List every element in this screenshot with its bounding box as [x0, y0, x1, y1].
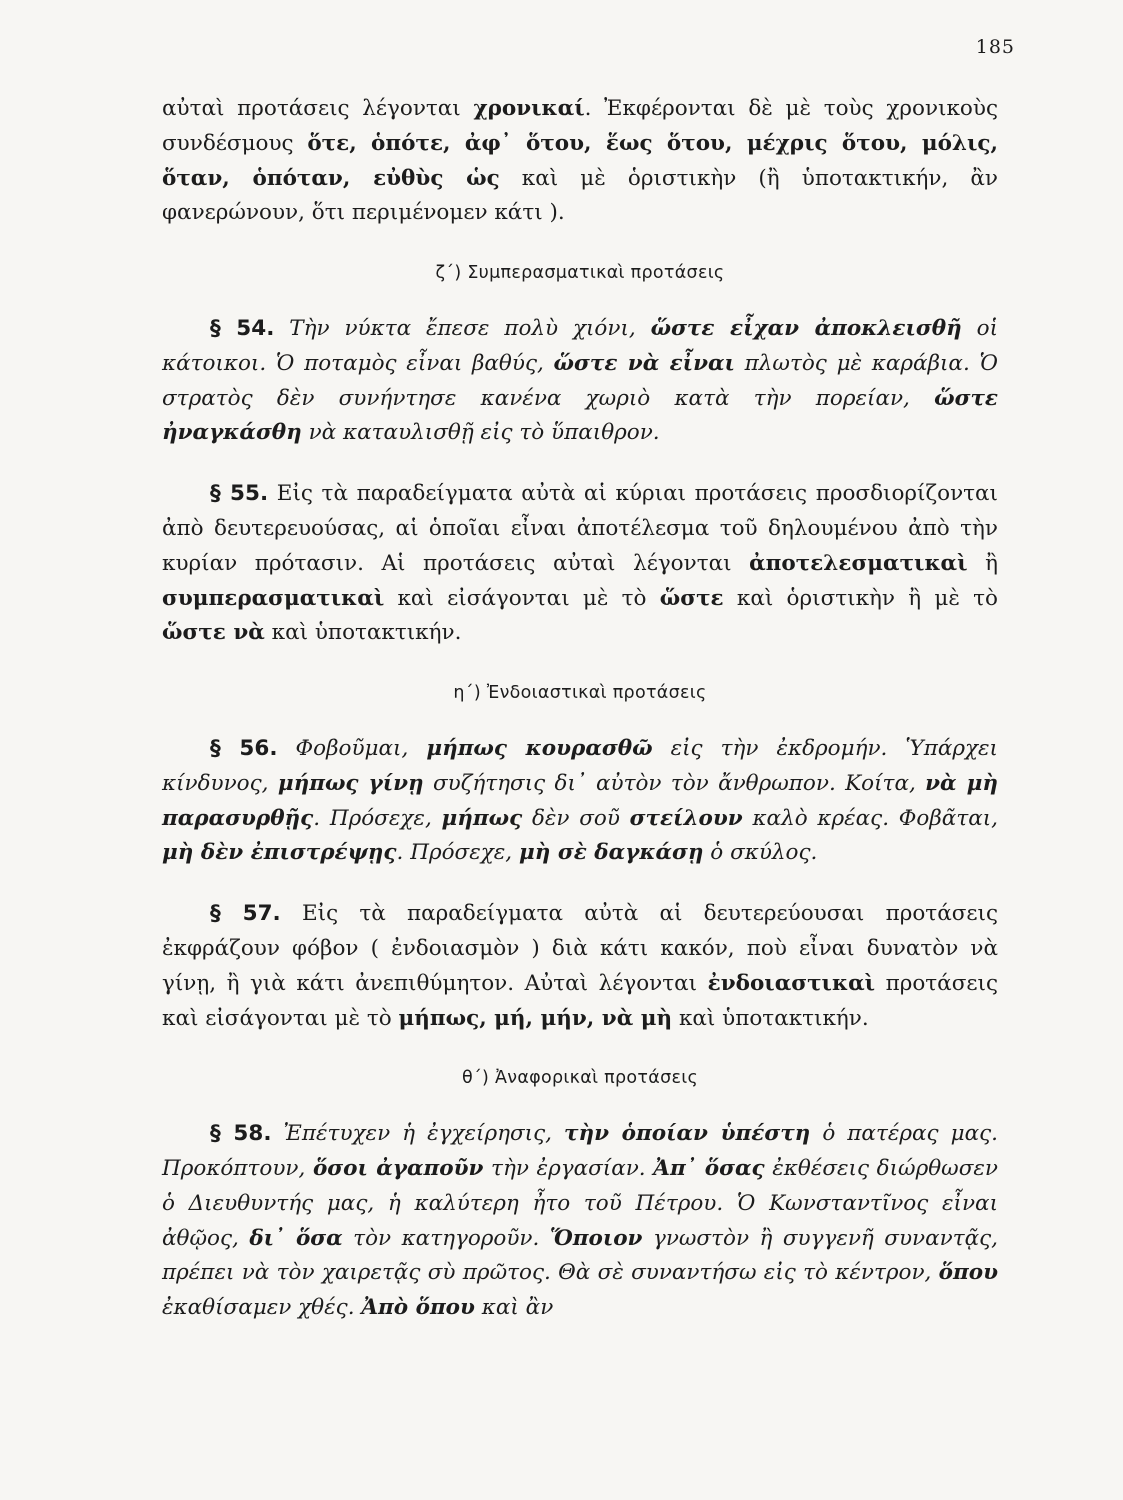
paragraph-58: § 58. Ἐπέτυχεν ἡ ἐγχείρησις, τὴν ὁποίαν ὑπέστη ὁ πατέρας μας. Προκόπτουν, ὅσοι ἀγαποῦν τὴν ἐργασίαν. Ἀπ᾽ ὅσας ἐκθέσεις διώρθωσεν ὁ Διευθυντής μας, ἡ καλύτερη ἦτο τοῦ Πέτρου. Ὁ Κωνσταντῖνος εἶναι ἀθῷος, δι᾽ ὅσα τὸν κατηγοροῦν. Ὅποιον γνωστὸν ἢ συγγενῆ συναντᾷς, πρέπει νὰ τὸν χαιρετᾷς σὺ πρῶτος. Θὰ σὲ συναντήσω εἰς τὸ κέντρον, ὅπου ἐκαθίσαμεν χθές. Ἀπὸ ὅπου καὶ ἂν [162, 1121, 998, 1321]
intro-paragraph: αὐταὶ προτάσεις λέγονται χρονικαί. Ἐκφέρονται δὲ μὲ τοὺς χρονικοὺς συνδέσμους ὅτε, ὁπότε, ἀφ᾽ ὅτου, ἕως ὅτου, μέχρις ὅτου, μόλις, ὅταν, ὁπόταν, εὐθὺς ὡς καὶ μὲ ὁριστικὴν (ἢ ὑποτακτικήν, ἂν φανερώνουν, ὅτι περιμένομεν κάτι ). [162, 96, 998, 226]
paragraph-55: § 55. Εἰς τὰ παραδείγματα αὐτὰ αἱ κύριαι προτάσεις προσδιορίζονται ἀπὸ δευτερευούσας, αἱ ὁποῖαι εἶναι ἀποτέλεσμα τοῦ δηλουμένου ἀπὸ τὴν κυρίαν πρότασιν. Αἱ προτάσεις αὐταὶ λέγονται ἀποτελεσματικαὶ ἢ συμπερασματικαὶ καὶ εἰσάγονται μὲ τὸ ὥστε καὶ ὁριστικὴν ἢ μὲ τὸ ὥστε νὰ καὶ ὑποτακτικήν. [162, 481, 998, 646]
section-heading-th: θ´) Ἀναφορικαὶ προτάσεις [461, 1068, 699, 1089]
paragraph-56: § 56. Φοβοῦμαι, μήπως κουρασθῶ εἰς τὴν ἐκδρομήν. Ὑπάρχει κίνδυνος, μήπως γίνῃ συζήτησις δι᾽ αὐτὸν τὸν ἄνθρωπον. Κοίτα, νὰ μὴ παρασυρθῇς. Πρόσεχε, μήπως δὲν σοῦ στείλουν καλὸ κρέας. Φοβᾶται, μὴ δὲν ἐπιστρέψῃς. Πρόσεχε, μὴ σὲ δαγκάσῃ ὁ σκύλος. [162, 735, 998, 866]
paragraph-57: § 57. Εἰς τὰ παραδείγματα αὐτὰ αἱ δευτερεύουσαι προτάσεις ἐκφράζουν φόβον ( ἐνδοιασμὸν ) διὰ κάτι κακόν, ποὺ εἶναι δυνατὸν νὰ γίνῃ, ἢ γιὰ κάτι ἀνεπιθύμητον. Αὐταὶ λέγονται ἐνδοιαστικαὶ προτάσεις καὶ εἰσάγονται μὲ τὸ μήπως, μή, μήν, νὰ μὴ καὶ ὑποτακτικήν. [162, 901, 998, 1031]
page-body [162, 92, 998, 1326]
page-number: 185 [975, 36, 1015, 58]
paragraph-54: § 54. Τὴν νύκτα ἔπεσε πολὺ χιόνι, ὥστε εἶχαν ἀποκλεισθῆ οἱ κάτοικοι. Ὁ ποταμὸς εἶναι βαθύς, ὥστε νὰ εἶναι πλωτὸς μὲ καράβια. Ὁ στρατὸς δὲν συνήντησε κανένα χωριὸ κατὰ τὴν πορείαν, ὥστε ἠναγκάσθη νὰ καταυλισθῇ εἰς τὸ ὕπαιθρον. [162, 315, 998, 446]
section-heading-h: η´) Ἐνδοιαστικαὶ προτάσεις [453, 683, 707, 704]
section-heading-z: ζ´) Συμπερασματικαὶ προτάσεις [435, 263, 725, 284]
